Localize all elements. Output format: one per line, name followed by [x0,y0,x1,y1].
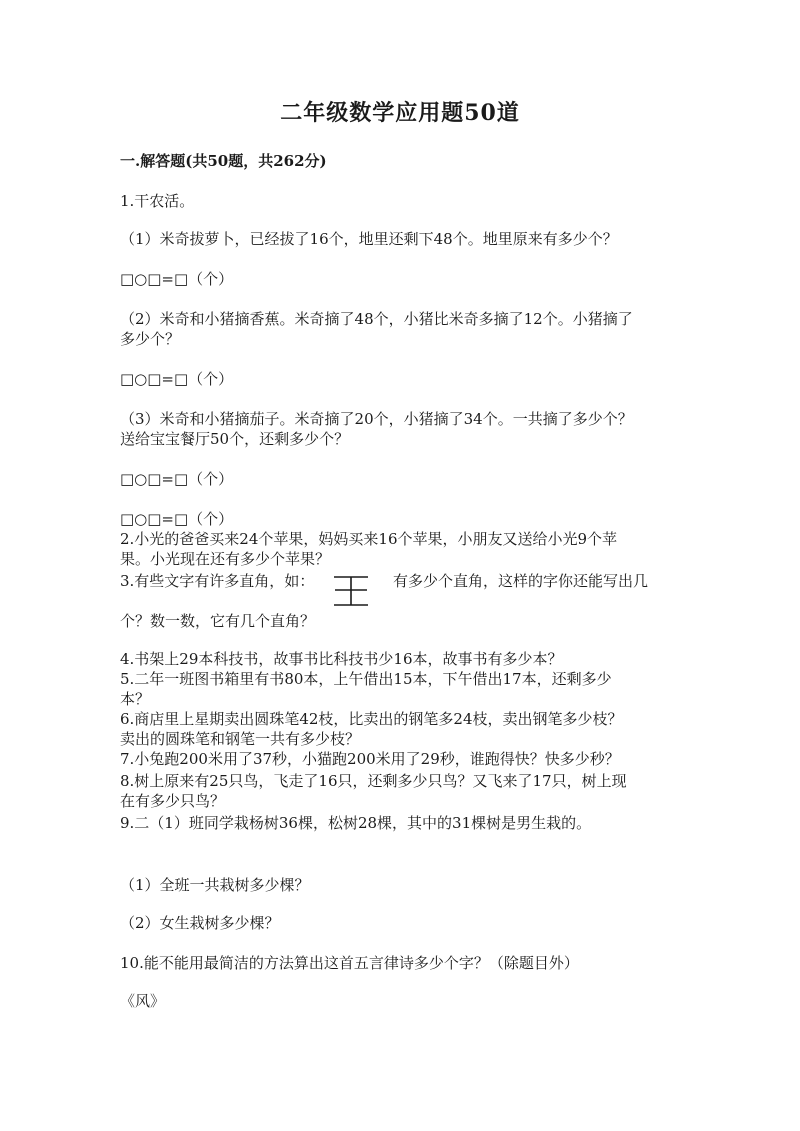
answer-template: □○□=□（个） [120,370,234,388]
question-1-heading: 1.干农活。 [120,192,195,210]
answer-template: □○□=□（个） [120,470,234,488]
question-3-cont: 有多少个直角，这样的字你还能写出几 [393,572,649,590]
question-6-cont: 卖出的圆珠笔和钢笔一共有多少枝？ [120,730,361,748]
question-10: 10.能不能用最简洁的方法算出这首五言律诗多少个字？（除题目外） [120,954,579,972]
question-9-part-2: （2）女生栽树多少棵？ [120,914,280,932]
question-8: 8.树上原来有25只鸟，飞走了16只，还剩多少只鸟？又飞来了17只，树上现 [120,772,627,790]
question-8-cont: 在有多少只鸟？ [120,792,226,810]
question-1-part-3-cont: 送给宝宝餐厅50个，还剩多少个？ [120,430,350,448]
question-4: 4.书架上29本科技书，故事书比科技书少16本，故事书有多少本？ [120,650,563,668]
answer-template: □○□=□（个） [120,270,234,288]
page-title: 二年级数学应用题50道 [280,100,520,126]
question-1-part-2: （2）米奇和小猪摘香蕉。米奇摘了48个，小猪比米奇多摘了12个。小猪摘了 [120,310,633,328]
question-2-cont: 果。小光现在还有多少个苹果？ [120,550,331,568]
section-heading: 一.解答题(共50题，共262分) [120,152,327,170]
question-1-part-2-cont: 多少个？ [120,330,181,348]
question-9: 9.二（1）班同学栽杨树36棵，松树28棵，其中的31棵树是男生栽的。 [120,814,592,832]
question-9-part-1: （1）全班一共栽树多少棵？ [120,876,310,894]
answer-template: □○□=□（个） [120,510,234,528]
question-5-cont: 本？ [120,690,151,708]
question-7: 7.小兔跑200米用了37秒，小猫跑200米用了29秒，谁跑得快？快多少秒？ [120,750,620,768]
question-3-end: 个？数一数，它有几个直角？ [120,612,316,630]
question-5: 5.二年一班图书箱里有书80本，上午借出15本，下午借出17本，还剩多少 [120,670,612,688]
wang-character-figure [332,575,370,607]
question-1-part-1: （1）米奇拔萝卜，已经拔了16个，地里还剩下48个。地里原来有多少个？ [120,230,618,248]
question-6: 6.商店里上星期卖出圆珠笔42枝，比卖出的钢笔多24枝，卖出钢笔多少枝？ [120,710,623,728]
poem-title: 《风》 [120,992,166,1010]
question-2: 2.小光的爸爸买来24个苹果，妈妈买来16个苹果，小朋友又送给小光9个苹 [120,530,618,548]
question-3: 3.有些文字有许多直角，如： [120,572,315,590]
question-1-part-3: （3）米奇和小猪摘茄子。米奇摘了20个，小猪摘了34个。一共摘了多少个？ [120,410,633,428]
